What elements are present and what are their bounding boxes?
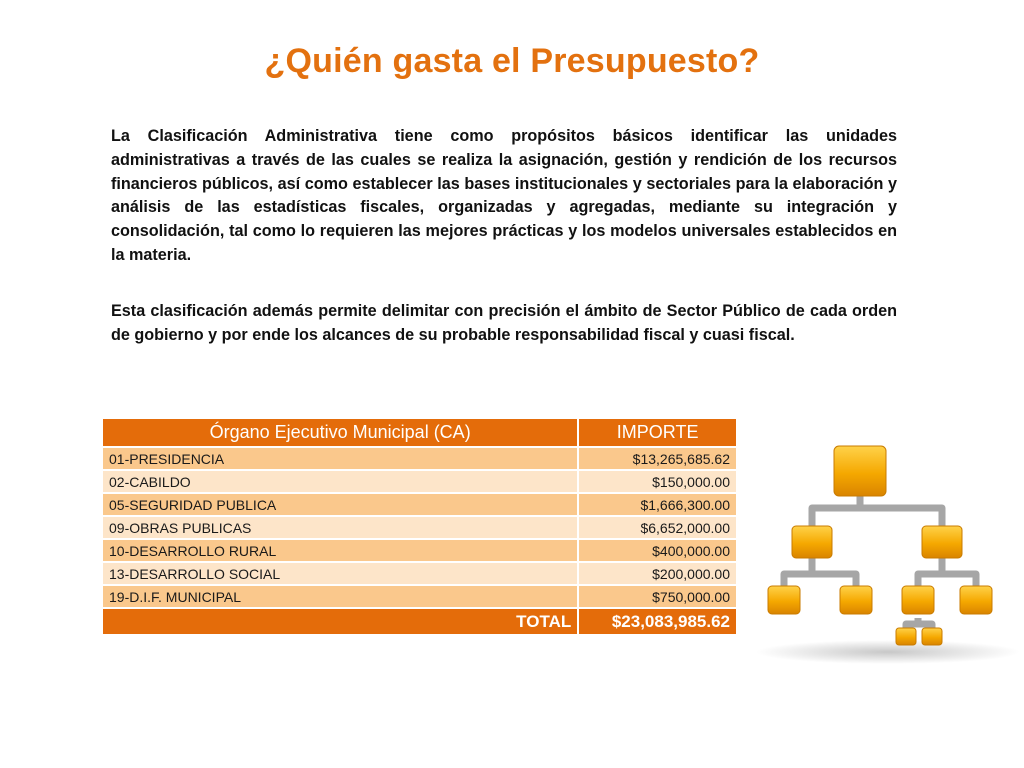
org-chart-icon xyxy=(752,436,1024,676)
row-name: 10-DESARROLLO RURAL xyxy=(102,539,578,562)
row-amount: $13,265,685.62 xyxy=(578,447,737,470)
row-name: 09-OBRAS PUBLICAS xyxy=(102,516,578,539)
row-amount: $200,000.00 xyxy=(578,562,737,585)
row-amount: $750,000.00 xyxy=(578,585,737,608)
row-amount: $6,652,000.00 xyxy=(578,516,737,539)
table-row xyxy=(102,470,737,493)
total-label: TOTAL xyxy=(102,608,578,635)
table-row xyxy=(102,585,737,608)
table-row xyxy=(102,447,737,470)
header-importe: IMPORTE xyxy=(578,418,737,447)
row-amount: $400,000.00 xyxy=(578,539,737,562)
row-name: 19-D.I.F. MUNICIPAL xyxy=(102,585,578,608)
total-amount: $23,083,985.62 xyxy=(578,608,737,635)
row-name: 02-CABILDO xyxy=(102,470,578,493)
row-amount: $1,666,300.00 xyxy=(578,493,737,516)
table-row xyxy=(102,539,737,562)
intro-paragraph: La Clasificación Administrativa tiene como propósitos básicos identificar las unidades administrativas a través de las cuales se realiza la asignación, gestión y rendición de los recursos financieros públicos, así como establecer las bases institucionales y sectoriales para la elaboración y análisis de las estadísticas fiscales, organizadas y agregadas, mediante su integración y consolidación, tal como lo requieren las mejores prácticas y los modelos universales establecidos en la materia. xyxy=(111,127,897,264)
table-header-row xyxy=(102,418,737,447)
table-row xyxy=(102,493,737,516)
row-amount: $150,000.00 xyxy=(578,470,737,493)
scope-paragraph: Esta clasificación además permite delimitar con precisión el ámbito de Sector Público de cada orden de gobierno y por ende los alcances de su probable responsabilidad fiscal y cuasi fiscal. xyxy=(111,302,897,344)
table-row xyxy=(102,562,737,585)
table-row xyxy=(102,516,737,539)
total-row xyxy=(102,608,737,635)
header-organo: Órgano Ejecutivo Municipal (CA) xyxy=(102,418,578,447)
page-title: ¿Quién gasta el Presupuesto? xyxy=(264,42,760,80)
row-name: 05-SEGURIDAD PUBLICA xyxy=(102,493,578,516)
row-name: 01-PRESIDENCIA xyxy=(102,447,578,470)
row-name: 13-DESARROLLO SOCIAL xyxy=(102,562,578,585)
budget-table xyxy=(101,417,738,636)
